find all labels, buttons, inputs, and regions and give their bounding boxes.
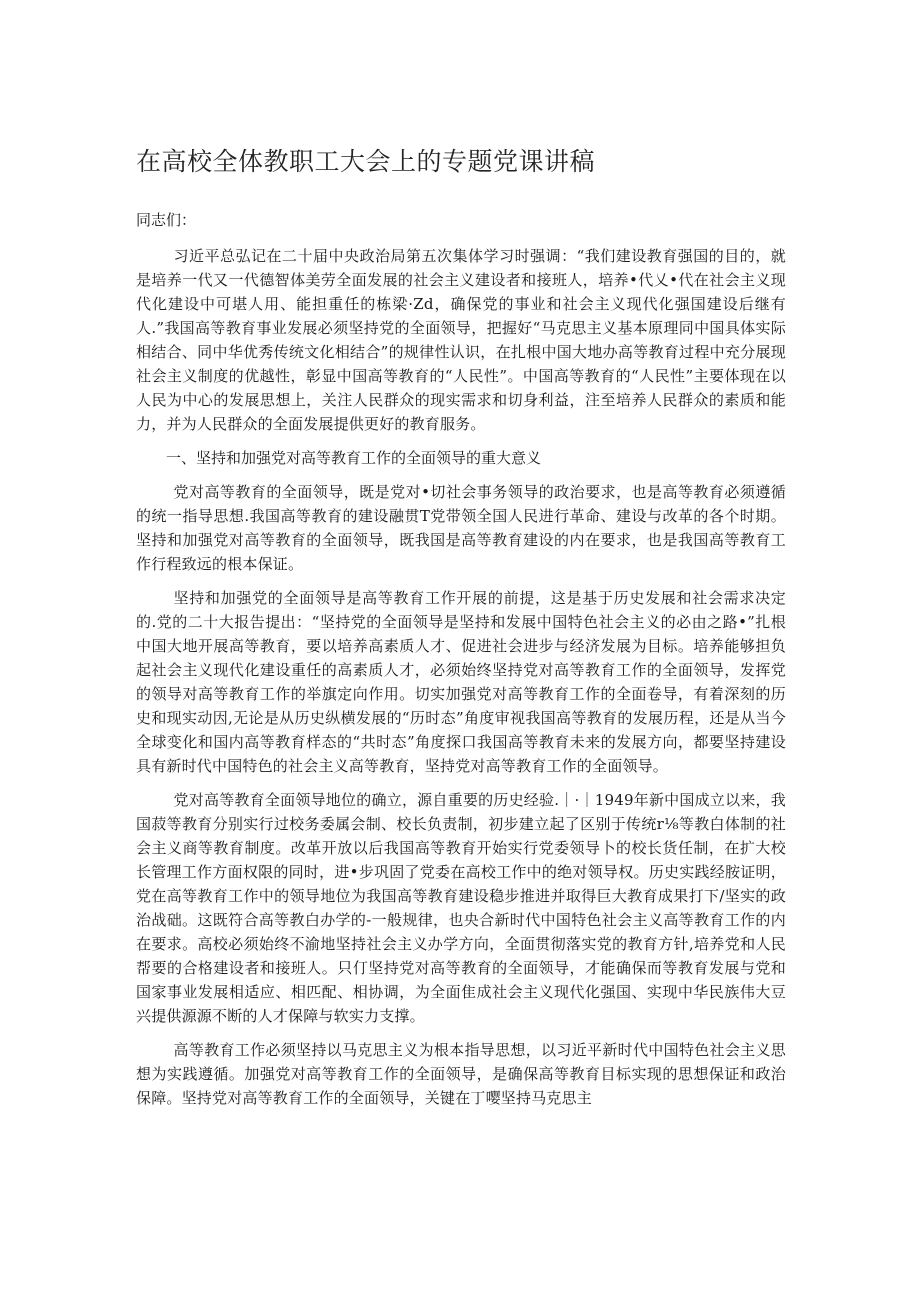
- document-page: [136, 140, 786, 1120]
- section-paragraph-4: 高等教育工作必须坚持以马克思主义为根本指导思想，以习近平新时代中国特色社会主义思想为实践遵循。加强党对高等教育工作的全面领导，是确保高等教育目标实现的思想保证和政治保障。坚持党对高等教育工作的全面领导，关键在丁嘤坚持马克思主: [136, 1041, 786, 1107]
- salutation: 同志们：: [136, 211, 197, 229]
- section-heading: 一、坚持和加强党对高等教育工作的全面领导的重大意义: [166, 449, 542, 467]
- intro-paragraph: 习近平总弘记在二十届中央政治局第五次集体学习时强调：“我们建设教育强国的目的，就是培养一代又一代德智体美劳全面发展的社会主义建设者和接班人，培养•代乂•代在社会主义现代化建设中可堪人用、能担重任的栋梁·Zd，确保党的事业和社会主义现代化强国建设后继有人.”我国高等教育事业发展必须坚持党的全面领导，把握好“马克思主义基本原理同中国具体实际相结合、同中华优秀传统文化相结合”的规律性认识，在扎根中国大地办高等教育过程中充分展现社会主义制度的优越性，彰显中国高等教育的“人民性”。中国高等教育的“人民性”主要体现在以人民为中心的发展思想上，关注人民群众的现实需求和切身利益，注至培养人民群众的素质和能力，并为人民群众的全面发展提供更好的教育服务。: [136, 247, 786, 433]
- document-title: 在高校全体教职工大会上的专题党课讲稿: [136, 147, 596, 176]
- section-paragraph-3: 党对高等教育全面领导地位的确立，源自重要的历史经验.｜·｜1949年新中国成立以来，我国菽等教育分别实行过校务委属会制、校长负责制，初步建立起了区别于传统r⅛等教白体制的社会主义商等教育制度。改革开放以后我国高等教育开始实行党委领导卜的校长货任制，在扩大校长管理工作方面权限的同时，进•步巩固了党委在高校工作中的绝对领导权。历史实践经胺证明，党在高等教育工作中的领导地位为我国高等教育建设稳步推进并取得巨大教育成果打下/坚实的政治战础。这既符合高等教白办学的-一般规律，也央合新时代中国特色社会主义高等教育工作的内在要求。高校必须始终不渝地坚持社会主义办学方向，全面贯彻落实党的教育方针,培养党和人民帮要的合格建设者和接班人。只仃坚持党对高等教育的全面领导，才能确保而等教育发展与党和国家事业发展相适应、相匹配、相协调，为全面隹成社会主义现代化强国、实现中华民族伟大豆兴提供源源不断的人才保障与软实力支撑。: [136, 791, 786, 1025]
- section-paragraph-1: 党对高等教育的全面领导，既是党对•切社会事务领导的政治要求，也是高等教育必须遵循的统一指导思想.我国高等教育的建设融贯T党带领全国人民进行革命、建设与改革的各个时期。坚持和加强党对高等教育的全面领导，既我国是高等教育建设的内在要求，也是我国高等教育工作行程致远的根本保证。: [136, 483, 786, 573]
- section-paragraph-2: 坚持和加强党的全面领导是高等教育工作开展的前提，这是基于历史发展和社会需求决定的.党的二十大报告提出：“坚持党的全面领导是坚持和发展中国特色社会主义的必由之路•”扎根中国大地开展高等教育，要以培养高素质人才、促进社会进步与经济发展为目标。培养能够担负起社会主义现代化建设重任的高素质人才，必须始终坚持党对高等教育工作的全面领导，发挥党的领导对高等教育工作的举旗定向作用。切实加强党对高等教育工作的全面卷导，有着深刻的历史和现实动因,无论是从历史纵横发展的“历时态”角度审视我国高等教育的发展历程，还是从当今全球变化和国内高等教育样态的“共时态”角度探口我国高等教育未来的发展方向，都要坚持建设具有新时代中国特色的社会主义高等教育，坚持党对高等教育工作的全面领导。: [136, 589, 786, 775]
